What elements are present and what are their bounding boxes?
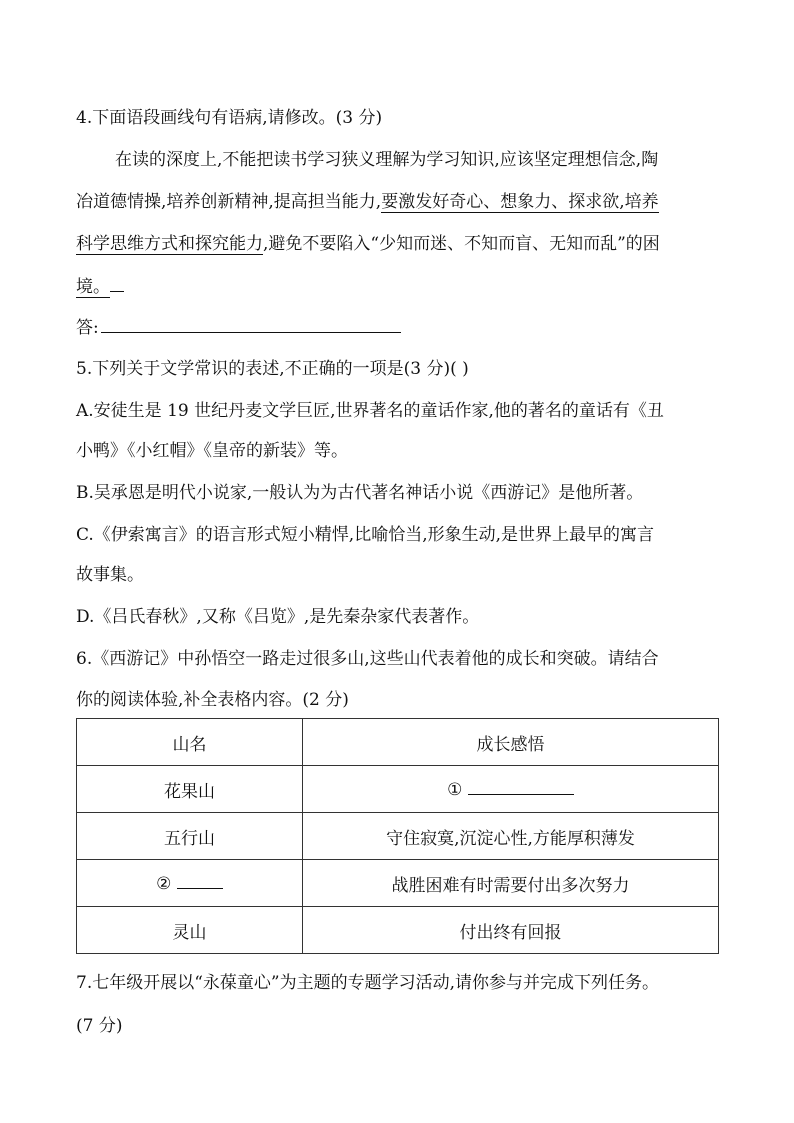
q4-answer-field[interactable] [101, 316, 401, 333]
q7-title-line-1: 7.七年级开展以“永葆童心”为主题的专题学习活动,请你参与并完成下列任务。 [76, 973, 660, 993]
q4-passage-line-1: 在读的深度上,不能把读书学习狭义理解为学习知识,应该坚定理想信念,陶 [115, 150, 659, 170]
table-row [77, 766, 719, 813]
cell-insight-blank[interactable] [303, 766, 719, 813]
cell-insight: 战胜困难有时需要付出多次努力 [303, 860, 719, 907]
answer-blank-1[interactable] [468, 778, 574, 795]
table-row [77, 813, 719, 860]
q5-option-a-line-2: 小鸭》《小红帽》《皇帝的新装》等。 [76, 441, 348, 461]
q4-answer-row [76, 316, 401, 339]
cell-mountain: 花果山 [77, 766, 303, 813]
q5-option-c-line-1[interactable]: C.《伊索寓言》的语言形式短小精悍,比喻恰当,形象生动,是世界上最早的寓言 [76, 525, 655, 545]
q4-underlined-end: 境。 [76, 277, 110, 297]
blank-marker-2: ② [156, 874, 172, 894]
q4-passage-line-4 [76, 275, 124, 298]
cell-mountain: 五行山 [77, 813, 303, 860]
cell-mountain-blank[interactable] [77, 860, 303, 907]
blank-marker-1: ① [447, 780, 463, 800]
q6-table [76, 718, 719, 954]
q4-passage-line-2 [76, 191, 659, 213]
header-mountain-name: 山名 [77, 719, 303, 766]
q6-title-line-1: 6.《西游记》中孙悟空一路走过很多山,这些山代表着他的成长和突破。请结合 [76, 649, 659, 669]
q5-option-d[interactable]: D.《吕氏春秋》,又称《吕览》,是先秦杂家代表著作。 [76, 607, 480, 627]
q4-title: 4.下面语段画线句有语病,请修改。(3 分) [76, 108, 383, 128]
q4-passage-line-3 [76, 233, 660, 255]
answer-blank-2[interactable] [177, 872, 223, 889]
q4-underline-tail [110, 275, 124, 292]
cell-insight: 付出终有回报 [303, 907, 719, 954]
q6-title-line-2: 你的阅读体验,补全表格内容。(2 分) [76, 690, 349, 710]
q5-title: 5.下列关于文学常识的表述,不正确的一项是(3 分)( ) [76, 359, 469, 379]
q4-underlined-sentence-cont: 科学思维方式和探究能力 [76, 234, 263, 254]
table-row [77, 907, 719, 954]
cell-insight: 守住寂寞,沉淀心性,方能厚积薄发 [303, 813, 719, 860]
q7-title-line-2: (7 分) [76, 1016, 123, 1036]
table-row [77, 860, 719, 907]
header-growth-insight: 成长感悟 [303, 719, 719, 766]
table-header-row [77, 719, 719, 766]
q4-underlined-sentence: 要激发好奇心、想象力、探求欲,培养 [381, 192, 659, 212]
q5-option-b[interactable]: B.吴承恩是明代小说家,一般认为为古代著名神话小说《西游记》是他所著。 [76, 483, 644, 503]
q4-passage-plain-2: ,避免不要陷入“少知而迷、不知而盲、无知而乱”的困 [263, 234, 660, 254]
cell-mountain: 灵山 [77, 907, 303, 954]
q4-answer-label: 答: [76, 318, 99, 338]
q5-option-a-line-1[interactable]: A.安徒生是 19 世纪丹麦文学巨匠,世界著名的童话作家,他的著名的童话有《丑 [76, 401, 664, 421]
q5-option-c-line-2: 故事集。 [76, 565, 144, 585]
q4-passage-plain: 冶道德情操,培养创新精神,提高担当能力, [76, 192, 382, 212]
